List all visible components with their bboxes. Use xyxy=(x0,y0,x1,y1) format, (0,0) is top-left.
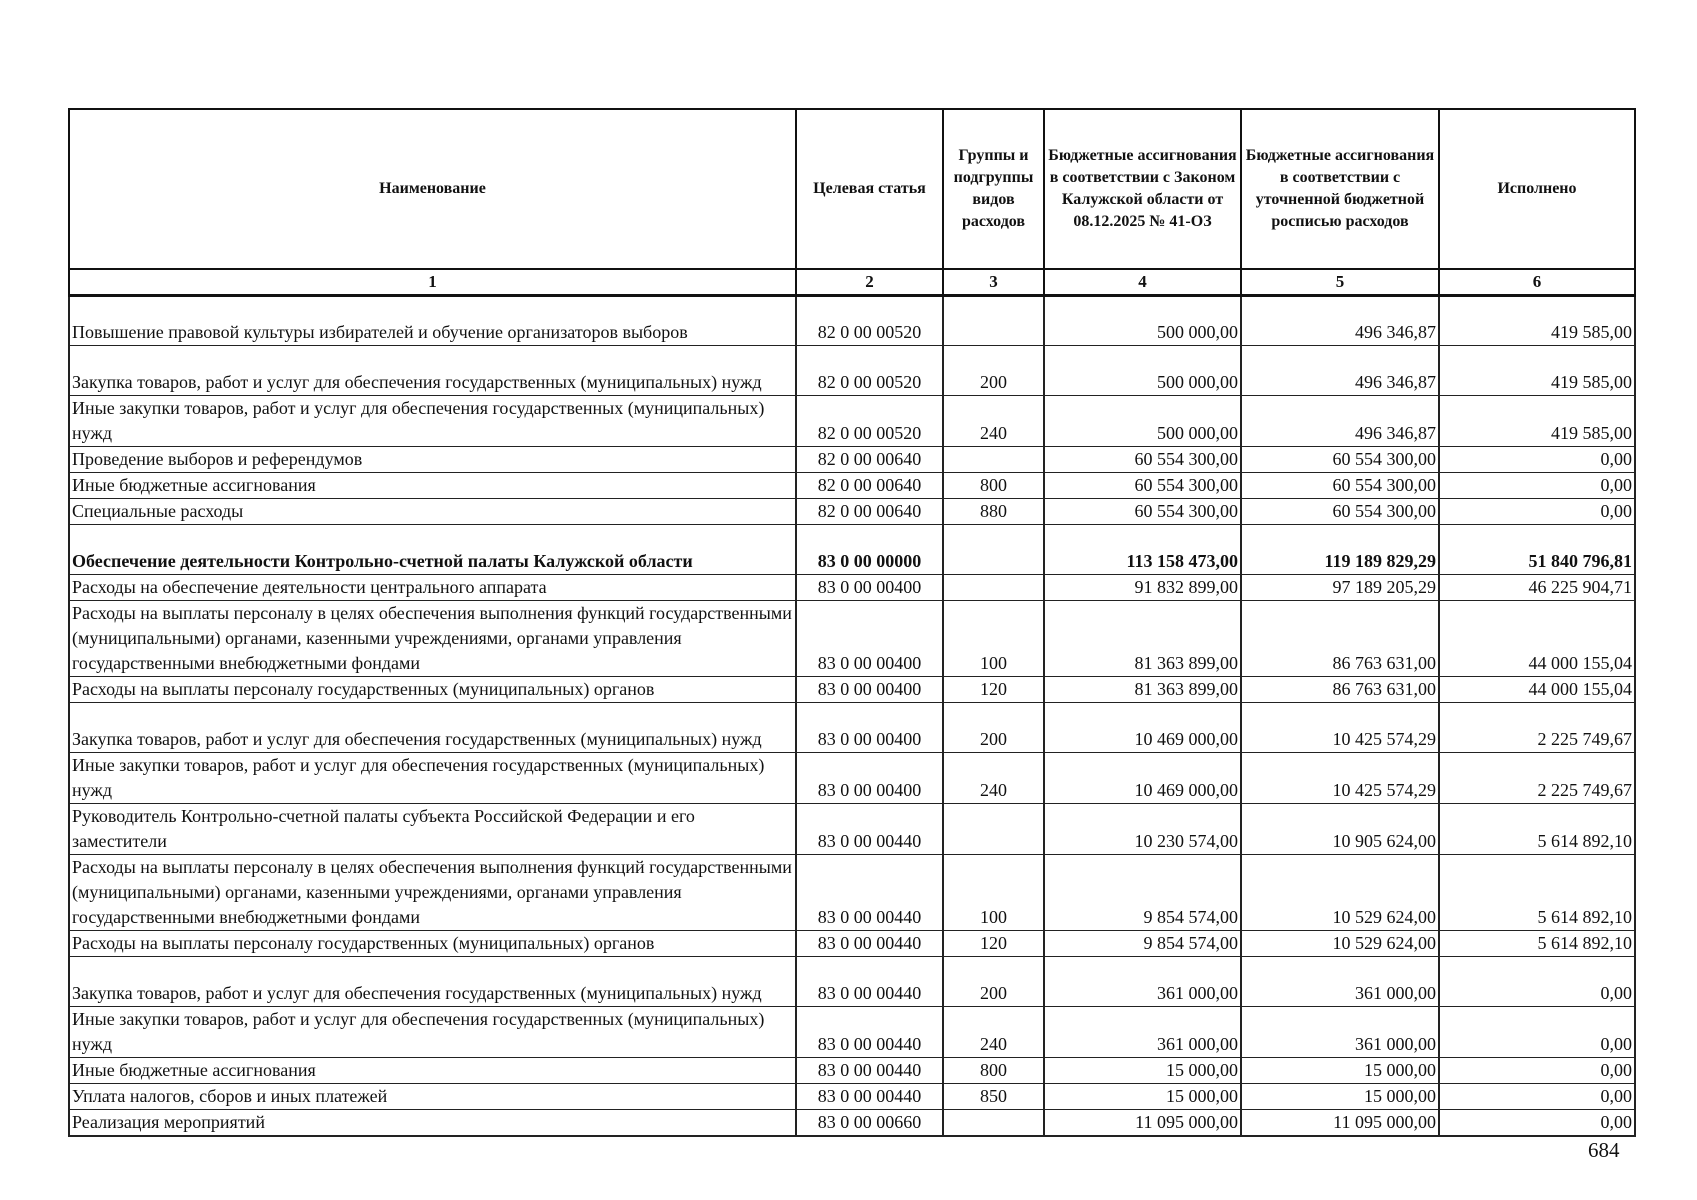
row-law-amount: 11 095 000,00 xyxy=(1044,1110,1241,1137)
row-refined-amount: 10 905 624,00 xyxy=(1241,804,1439,855)
row-target-article: 83 0 00 00440 xyxy=(796,1058,943,1084)
header-expense-groups: Группы и подгруппы видов расходов xyxy=(943,109,1044,269)
row-law-amount: 60 554 300,00 xyxy=(1044,447,1241,473)
row-target-article: 83 0 00 00400 xyxy=(796,601,943,677)
table-row xyxy=(69,473,1635,499)
table-row xyxy=(69,1084,1635,1110)
row-law-amount: 15 000,00 xyxy=(1044,1084,1241,1110)
column-number: 4 xyxy=(1044,269,1241,296)
row-refined-amount: 86 763 631,00 xyxy=(1241,601,1439,677)
column-number-row xyxy=(69,269,1635,296)
row-expense-group: 200 xyxy=(943,703,1044,753)
row-name: Иные закупки товаров, работ и услуг для обеспечения государственных (муниципальных) нужд xyxy=(69,1007,796,1058)
row-executed-amount: 46 225 904,71 xyxy=(1439,575,1635,601)
row-target-article: 82 0 00 00640 xyxy=(796,447,943,473)
row-law-amount: 500 000,00 xyxy=(1044,346,1241,396)
table-row xyxy=(69,447,1635,473)
row-law-amount: 500 000,00 xyxy=(1044,396,1241,447)
row-refined-amount: 10 529 624,00 xyxy=(1241,931,1439,957)
row-refined-amount: 11 095 000,00 xyxy=(1241,1110,1439,1137)
header-target-article: Целевая статья xyxy=(796,109,943,269)
header-law-allocations: Бюджетные ассигнования в соответствии с Законом Калужской области от 08.12.2025 № 41-ОЗ xyxy=(1044,109,1241,269)
row-refined-amount: 97 189 205,29 xyxy=(1241,575,1439,601)
row-expense-group xyxy=(943,296,1044,346)
row-law-amount: 10 469 000,00 xyxy=(1044,753,1241,804)
row-law-amount: 91 832 899,00 xyxy=(1044,575,1241,601)
row-refined-amount: 10 425 574,29 xyxy=(1241,753,1439,804)
table-row xyxy=(69,753,1635,804)
row-name: Расходы на выплаты персоналу государственных (муниципальных) органов xyxy=(69,677,796,703)
row-executed-amount: 0,00 xyxy=(1439,1110,1635,1137)
table-row xyxy=(69,1110,1635,1137)
row-target-article: 83 0 00 00440 xyxy=(796,931,943,957)
row-name: Повышение правовой культуры избирателей и обучение организаторов выборов xyxy=(69,296,796,346)
row-target-article: 83 0 00 00440 xyxy=(796,1007,943,1058)
table-row xyxy=(69,1058,1635,1084)
row-law-amount: 361 000,00 xyxy=(1044,1007,1241,1058)
row-expense-group: 240 xyxy=(943,1007,1044,1058)
row-executed-amount: 419 585,00 xyxy=(1439,296,1635,346)
page-number: 684 xyxy=(1588,1138,1620,1162)
row-expense-group: 800 xyxy=(943,1058,1044,1084)
row-executed-amount: 51 840 796,81 xyxy=(1439,525,1635,575)
row-refined-amount: 15 000,00 xyxy=(1241,1058,1439,1084)
row-expense-group xyxy=(943,575,1044,601)
row-refined-amount: 10 425 574,29 xyxy=(1241,703,1439,753)
row-target-article: 82 0 00 00520 xyxy=(796,346,943,396)
row-target-article: 83 0 00 00440 xyxy=(796,957,943,1007)
row-expense-group: 800 xyxy=(943,473,1044,499)
column-number: 2 xyxy=(796,269,943,296)
row-target-article: 83 0 00 00660 xyxy=(796,1110,943,1137)
row-executed-amount: 5 614 892,10 xyxy=(1439,855,1635,931)
row-refined-amount: 119 189 829,29 xyxy=(1241,525,1439,575)
row-expense-group: 240 xyxy=(943,753,1044,804)
row-law-amount: 9 854 574,00 xyxy=(1044,931,1241,957)
row-expense-group: 100 xyxy=(943,855,1044,931)
row-name: Закупка товаров, работ и услуг для обеспечения государственных (муниципальных) нужд xyxy=(69,703,796,753)
row-refined-amount: 361 000,00 xyxy=(1241,957,1439,1007)
row-name: Расходы на выплаты персоналу в целях обеспечения выполнения функций государственными (муниципальными) органами, казенными учреждениями, органами управления государственными внебюджетными фондами xyxy=(69,855,796,931)
row-executed-amount: 5 614 892,10 xyxy=(1439,931,1635,957)
row-target-article: 82 0 00 00640 xyxy=(796,473,943,499)
row-expense-group xyxy=(943,525,1044,575)
row-executed-amount: 2 225 749,67 xyxy=(1439,753,1635,804)
row-name: Иные закупки товаров, работ и услуг для обеспечения государственных (муниципальных) нужд xyxy=(69,396,796,447)
row-name: Расходы на выплаты персоналу государственных (муниципальных) органов xyxy=(69,931,796,957)
row-expense-group: 850 xyxy=(943,1084,1044,1110)
column-number: 3 xyxy=(943,269,1044,296)
row-executed-amount: 0,00 xyxy=(1439,473,1635,499)
row-executed-amount: 44 000 155,04 xyxy=(1439,601,1635,677)
table-row xyxy=(69,931,1635,957)
row-executed-amount: 0,00 xyxy=(1439,1058,1635,1084)
row-executed-amount: 44 000 155,04 xyxy=(1439,677,1635,703)
row-name: Расходы на обеспечение деятельности центрального аппарата xyxy=(69,575,796,601)
row-expense-group xyxy=(943,804,1044,855)
table-row xyxy=(69,601,1635,677)
header-refined-allocations: Бюджетные ассигнования в соответствии с уточненной бюджетной росписью расходов xyxy=(1241,109,1439,269)
row-executed-amount: 0,00 xyxy=(1439,447,1635,473)
row-law-amount: 9 854 574,00 xyxy=(1044,855,1241,931)
row-name: Иные бюджетные ассигнования xyxy=(69,1058,796,1084)
table-row xyxy=(69,396,1635,447)
column-number: 6 xyxy=(1439,269,1635,296)
row-executed-amount: 419 585,00 xyxy=(1439,346,1635,396)
row-target-article: 82 0 00 00640 xyxy=(796,499,943,525)
row-refined-amount: 60 554 300,00 xyxy=(1241,473,1439,499)
row-law-amount: 81 363 899,00 xyxy=(1044,677,1241,703)
row-expense-group: 200 xyxy=(943,346,1044,396)
table-row xyxy=(69,499,1635,525)
row-expense-group: 240 xyxy=(943,396,1044,447)
row-target-article: 83 0 00 00000 xyxy=(796,525,943,575)
row-name: Проведение выборов и референдумов xyxy=(69,447,796,473)
row-name: Иные бюджетные ассигнования xyxy=(69,473,796,499)
table-row xyxy=(69,703,1635,753)
row-refined-amount: 60 554 300,00 xyxy=(1241,499,1439,525)
row-law-amount: 60 554 300,00 xyxy=(1044,473,1241,499)
table-row xyxy=(69,804,1635,855)
row-refined-amount: 86 763 631,00 xyxy=(1241,677,1439,703)
row-expense-group: 880 xyxy=(943,499,1044,525)
row-law-amount: 113 158 473,00 xyxy=(1044,525,1241,575)
row-executed-amount: 5 614 892,10 xyxy=(1439,804,1635,855)
row-target-article: 83 0 00 00440 xyxy=(796,1084,943,1110)
header-executed: Исполнено xyxy=(1439,109,1635,269)
column-number: 5 xyxy=(1241,269,1439,296)
row-target-article: 82 0 00 00520 xyxy=(796,396,943,447)
row-executed-amount: 0,00 xyxy=(1439,499,1635,525)
table-row xyxy=(69,575,1635,601)
row-law-amount: 500 000,00 xyxy=(1044,296,1241,346)
row-refined-amount: 361 000,00 xyxy=(1241,1007,1439,1058)
row-name: Расходы на выплаты персоналу в целях обеспечения выполнения функций государственными (муниципальными) органами, казенными учреждениями, органами управления государственными внебюджетными фондами xyxy=(69,601,796,677)
row-target-article: 83 0 00 00400 xyxy=(796,753,943,804)
table-row xyxy=(69,1007,1635,1058)
row-target-article: 83 0 00 00440 xyxy=(796,804,943,855)
budget-table xyxy=(68,108,1636,1137)
row-law-amount: 10 230 574,00 xyxy=(1044,804,1241,855)
row-name: Специальные расходы xyxy=(69,499,796,525)
row-executed-amount: 0,00 xyxy=(1439,1084,1635,1110)
row-refined-amount: 10 529 624,00 xyxy=(1241,855,1439,931)
row-name: Уплата налогов, сборов и иных платежей xyxy=(69,1084,796,1110)
row-target-article: 83 0 00 00400 xyxy=(796,575,943,601)
row-refined-amount: 496 346,87 xyxy=(1241,296,1439,346)
row-expense-group: 200 xyxy=(943,957,1044,1007)
table-row xyxy=(69,855,1635,931)
row-target-article: 83 0 00 00440 xyxy=(796,855,943,931)
row-target-article: 83 0 00 00400 xyxy=(796,703,943,753)
row-law-amount: 81 363 899,00 xyxy=(1044,601,1241,677)
row-expense-group: 120 xyxy=(943,677,1044,703)
row-law-amount: 361 000,00 xyxy=(1044,957,1241,1007)
header-name: Наименование xyxy=(69,109,796,269)
row-name: Обеспечение деятельности Контрольно-счетной палаты Калужской области xyxy=(69,525,796,575)
table-row xyxy=(69,677,1635,703)
row-expense-group: 120 xyxy=(943,931,1044,957)
row-law-amount: 60 554 300,00 xyxy=(1044,499,1241,525)
table-row xyxy=(69,296,1635,346)
row-executed-amount: 2 225 749,67 xyxy=(1439,703,1635,753)
row-executed-amount: 0,00 xyxy=(1439,1007,1635,1058)
row-name: Руководитель Контрольно-счетной палаты субъекта Российской Федерации и его заместители xyxy=(69,804,796,855)
row-executed-amount: 419 585,00 xyxy=(1439,396,1635,447)
column-number: 1 xyxy=(69,269,796,296)
row-expense-group xyxy=(943,447,1044,473)
row-refined-amount: 60 554 300,00 xyxy=(1241,447,1439,473)
row-refined-amount: 15 000,00 xyxy=(1241,1084,1439,1110)
row-name: Иные закупки товаров, работ и услуг для обеспечения государственных (муниципальных) нужд xyxy=(69,753,796,804)
row-law-amount: 10 469 000,00 xyxy=(1044,703,1241,753)
table-row xyxy=(69,957,1635,1007)
table-body xyxy=(69,296,1635,1137)
row-expense-group: 100 xyxy=(943,601,1044,677)
row-target-article: 83 0 00 00400 xyxy=(796,677,943,703)
row-target-article: 82 0 00 00520 xyxy=(796,296,943,346)
row-name: Закупка товаров, работ и услуг для обеспечения государственных (муниципальных) нужд xyxy=(69,346,796,396)
row-executed-amount: 0,00 xyxy=(1439,957,1635,1007)
row-refined-amount: 496 346,87 xyxy=(1241,346,1439,396)
row-expense-group xyxy=(943,1110,1044,1137)
table-row xyxy=(69,525,1635,575)
row-law-amount: 15 000,00 xyxy=(1044,1058,1241,1084)
header-row xyxy=(69,109,1635,269)
table-row xyxy=(69,346,1635,396)
row-name: Закупка товаров, работ и услуг для обеспечения государственных (муниципальных) нужд xyxy=(69,957,796,1007)
row-name: Реализация мероприятий xyxy=(69,1110,796,1137)
row-refined-amount: 496 346,87 xyxy=(1241,396,1439,447)
